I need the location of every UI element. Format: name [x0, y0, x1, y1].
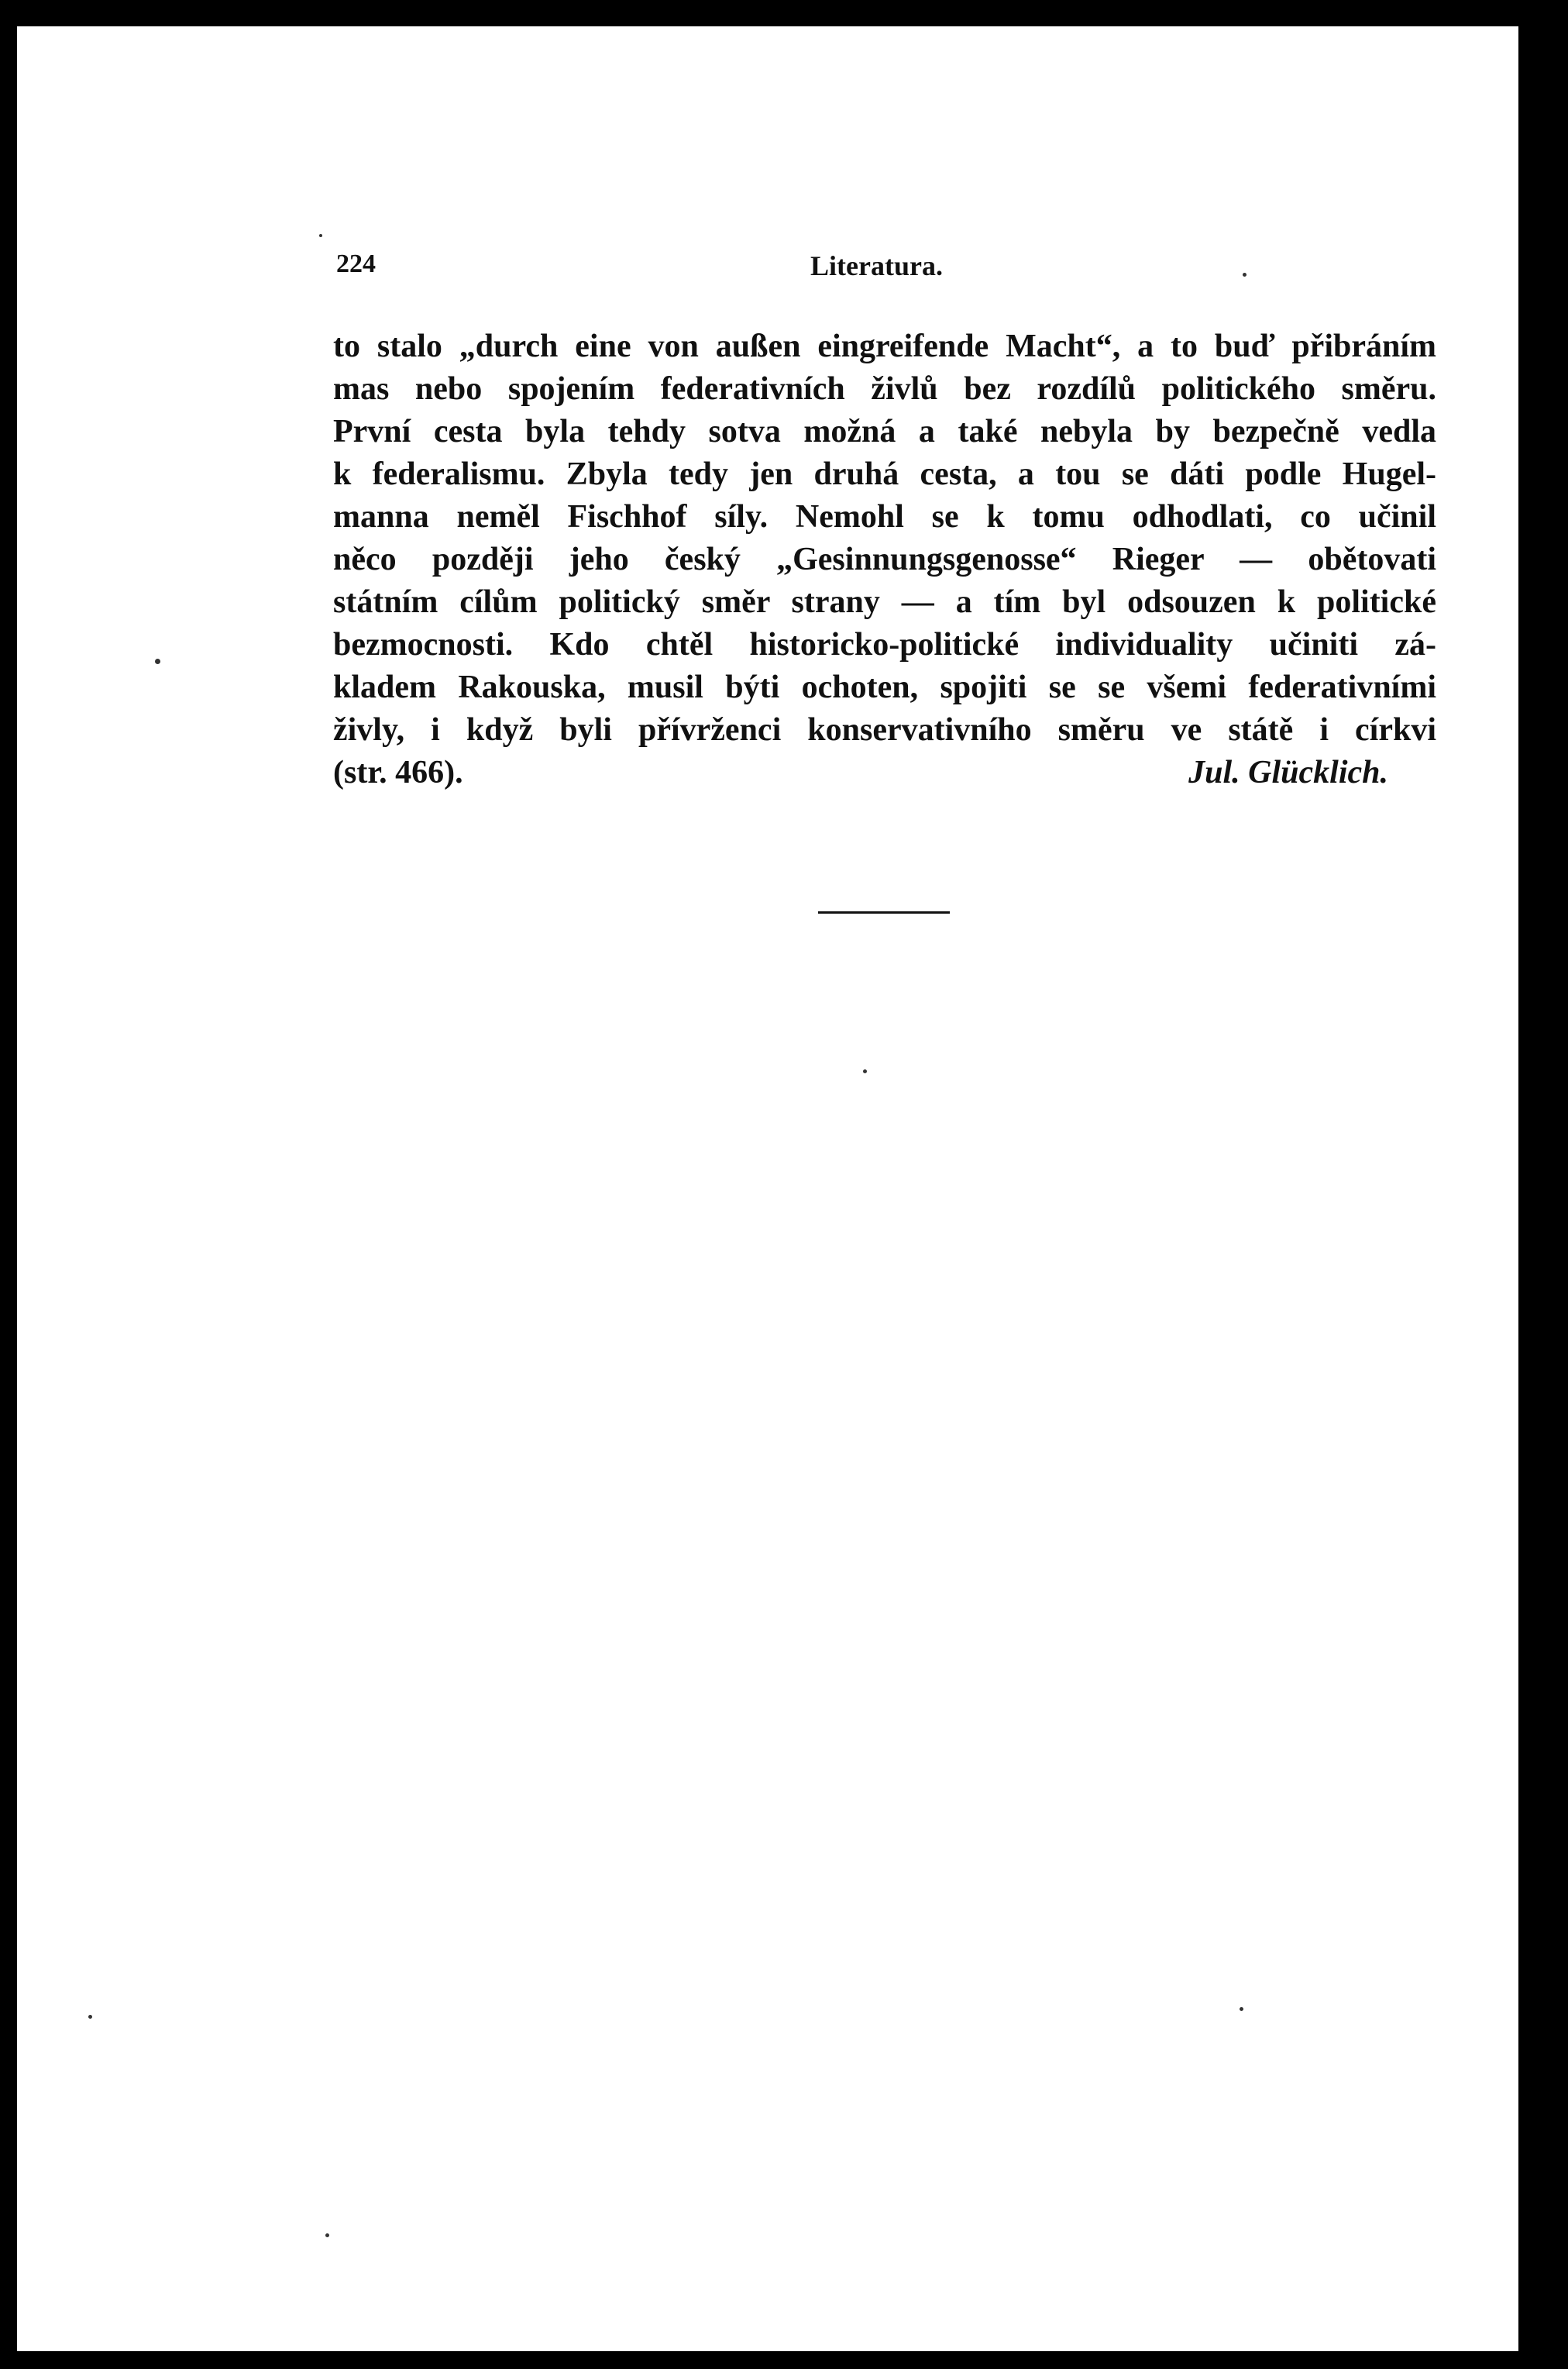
- text-line: kladem Rakouska, musil býti ochoten, spojiti se se všemi federativními: [333, 670, 1436, 705]
- page-reference: (str. 466).: [333, 755, 463, 790]
- page-header: [336, 250, 1436, 288]
- dust-speck: [155, 659, 160, 664]
- text-line: bezmocnosti. Kdo chtěl historicko-politické individuality učiniti zá-: [333, 627, 1436, 663]
- text-line: První cesta byla tehdy sotva možná a také nebyla by bezpečně vedla: [333, 414, 1436, 449]
- dust-speck: [863, 1069, 867, 1073]
- dust-speck: [1240, 2007, 1243, 2011]
- running-title: Literatura.: [810, 250, 943, 281]
- section-divider: [818, 911, 950, 914]
- text-line: to stalo „durch eine von außen eingreifende Macht“, a to buď přibráním: [333, 329, 1436, 364]
- author-signature: Jul. Glücklich.: [1188, 755, 1388, 790]
- dust-speck: [88, 2015, 92, 2019]
- review-paragraph: [333, 325, 1436, 794]
- page-number: 224: [336, 250, 376, 278]
- text-line: státním cílům politický směr strany — a tím byl odsouzen k politické: [333, 584, 1436, 620]
- text-line: manna neměl Fischhof síly. Nemohl se k tomu odhodlati, co učinil: [333, 499, 1436, 535]
- text-line: mas nebo spojením federativních živlů bez rozdílů politického směru.: [333, 371, 1436, 407]
- text-line: k federalismu. Zbyla tedy jen druhá cesta, a tou se dáti podle Hugel-: [333, 456, 1436, 492]
- text-line: něco později jeho český „Gesinnungsgenosse“ Rieger — obětovati: [333, 542, 1436, 577]
- dust-speck: [319, 234, 322, 237]
- final-line: [333, 752, 1436, 794]
- text-line: živly, i když byli přívrženci konservativního směru ve státě i církvi: [333, 712, 1436, 748]
- dust-speck: [325, 2233, 329, 2237]
